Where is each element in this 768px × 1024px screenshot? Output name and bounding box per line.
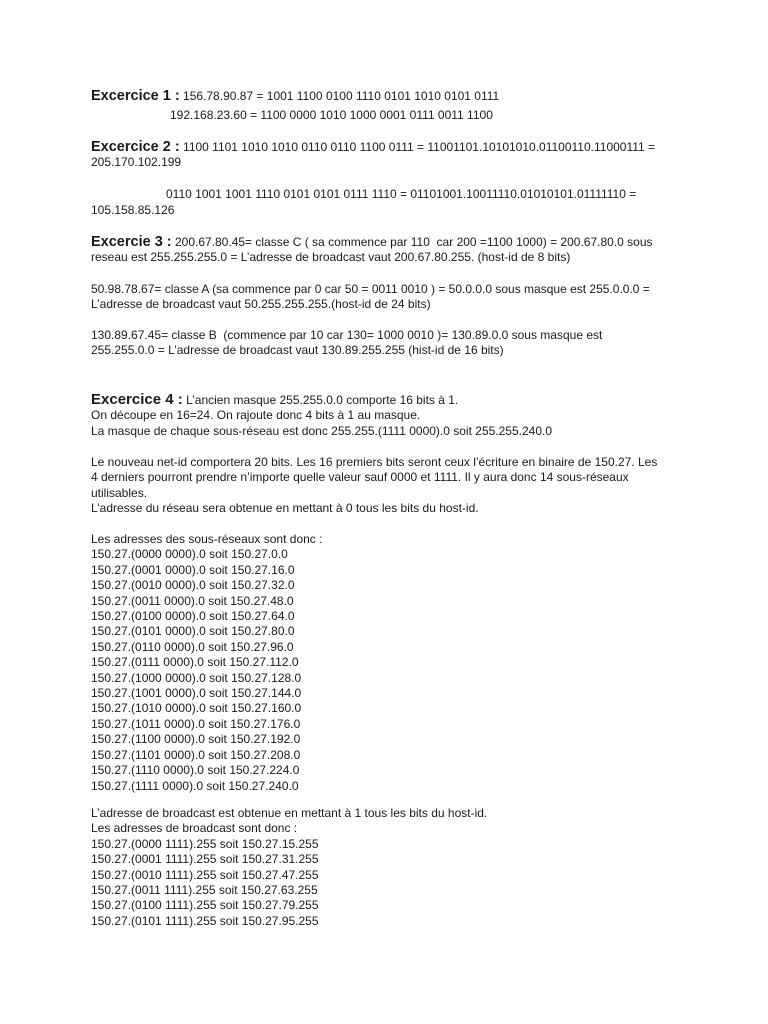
list-item: 150.27.(1110 0000).0 soit 150.27.224.0 bbox=[91, 763, 300, 778]
exercise-3-p3-line-2: 255.255.0.0 = L’adresse de broadcast vaut 130.89.255.255 (hist-id de 16 bits) bbox=[91, 343, 504, 358]
exercise-2-line-2: 205.170.102.199 bbox=[91, 155, 182, 170]
exercise-1 bbox=[91, 89, 691, 104]
list-item: 150.27.(0100 1111).255 soit 150.27.79.255 bbox=[91, 898, 319, 913]
exercise-3-paragraph-3 bbox=[91, 328, 691, 359]
exercise-3-p2-line-2: L’adresse de broadcast vaut 50.255.255.255.(host-id de 24 bits) bbox=[91, 297, 431, 312]
exercise-2-line-4-block bbox=[91, 203, 691, 218]
exercise-4-line-3: La masque de chaque sous-réseau est donc 255.255.(1111 0000).0 soit 255.255.240.0 bbox=[91, 423, 553, 438]
exercise-3 bbox=[91, 235, 691, 266]
exercise-4-p2-line-3: utilisables. bbox=[91, 485, 148, 500]
exercise-1-heading: Excercice 1 : bbox=[91, 88, 180, 104]
list-item: 150.27.(0000 0000).0 soit 150.27.0.0 bbox=[91, 547, 288, 562]
list-item: 150.27.(0111 0000).0 soit 150.27.112.0 bbox=[91, 655, 299, 670]
exercise-1-line-1: 156.78.90.87 = 1001 1100 0100 1110 0101 1010 0101 0111 bbox=[183, 89, 500, 103]
exercise-3-paragraph-2 bbox=[91, 282, 691, 313]
exercise-2-line-3: 0110 1001 1001 1110 0101 0101 0111 1110 = 01101001.10011110.01010101.01111110 = bbox=[166, 187, 637, 201]
list-item: 150.27.(0101 1111).255 soit 150.27.95.255 bbox=[91, 913, 319, 928]
exercise-4-heading: Excercice 4 : bbox=[91, 391, 183, 408]
list-item: 150.27.(0010 0000).0 soit 150.27.32.0 bbox=[91, 578, 295, 593]
list-item: 150.27.(0011 1111).255 soit 150.27.63.255 bbox=[91, 883, 318, 898]
exercise-2 bbox=[91, 140, 691, 171]
list-item: 150.27.(1001 0000).0 soit 150.27.144.0 bbox=[91, 686, 302, 701]
list-item: 150.27.(0001 0000).0 soit 150.27.16.0 bbox=[91, 562, 295, 577]
list-item: 150.27.(0011 0000).0 soit 150.27.48.0 bbox=[91, 593, 294, 608]
broadcast-intro-line-2: Les adresses de broadcast sont donc : bbox=[91, 821, 298, 836]
exercise-2-heading: Excercice 2 : bbox=[91, 139, 180, 155]
list-item: 150.27.(1100 0000).0 soit 150.27.192.0 bbox=[91, 732, 301, 747]
exercise-3-p3-line-1: 130.89.67.45= classe B (commence par 10 car 130= 1000 0010 )= 130.89.0.0 sous masque est bbox=[91, 328, 603, 342]
list-item: 150.27.(0010 1111).255 soit 150.27.47.255 bbox=[91, 867, 319, 882]
list-item: 150.27.(0110 0000).0 soit 150.27.96.0 bbox=[91, 639, 294, 654]
exercise-3-p1-line-2: reseau est 255.255.255.0 = L’adresse de broadcast vaut 200.67.80.255. (host-id de 8 bits) bbox=[91, 250, 571, 265]
exercise-3-heading: Excercie 3 : bbox=[91, 234, 172, 250]
subnet-list bbox=[91, 532, 691, 794]
exercise-2-line-4: 105.158.85.126 bbox=[91, 203, 175, 217]
exercise-4-p2-line-1: Le nouveau net-id comportera 20 bits. Les 16 premiers bits seront ceux l’écriture en binaire de 150.27. Les bbox=[91, 455, 658, 469]
exercise-4-paragraph-2 bbox=[91, 455, 691, 517]
list-item: 150.27.(0001 1111).255 soit 150.27.31.255 bbox=[91, 852, 319, 867]
exercise-3-p1-line-1: 200.67.80.45= classe C ( sa commence par 110 car 200 =1100 1000) = 200.67.80.0 sous bbox=[174, 235, 653, 249]
exercise-3-p2-line-1: 50.98.78.67= classe A (sa commence par 0 car 50 = 0011 0010 ) = 50.0.0.0 sous masque est 255.0.0.0 = bbox=[91, 282, 650, 296]
exercise-4-p2-line-4: L’adresse du réseau sera obtenue en mettant à 0 tous les bits du host-id. bbox=[91, 501, 479, 516]
list-item: 150.27.(0100 0000).0 soit 150.27.64.0 bbox=[91, 609, 295, 624]
broadcast-intro-line-1: L’adresse de broadcast est obtenue en mettant à 1 tous les bits du host-id. bbox=[91, 806, 488, 820]
broadcast-list bbox=[91, 806, 691, 929]
exercise-1-line-2: 192.168.23.60 = 1100 0000 1010 1000 0001 0111 0011 1100 bbox=[170, 108, 493, 122]
exercise-4-line-2: On découpe en 16=24. On rajoute donc 4 bits à 1 au masque. bbox=[91, 408, 421, 423]
subnet-list-intro: Les adresses des sous-réseaux sont donc : bbox=[91, 532, 323, 546]
exercise-4 bbox=[91, 392, 691, 439]
exercise-4-line-1: L’ancien masque 255.255.0.0 comporte 16 bits à 1. bbox=[186, 393, 459, 407]
list-item: 150.27.(1000 0000).0 soit 150.27.128.0 bbox=[91, 670, 302, 685]
list-item: 150.27.(0101 0000).0 soit 150.27.80.0 bbox=[91, 624, 295, 639]
list-item: 150.27.(1010 0000).0 soit 150.27.160.0 bbox=[91, 701, 302, 716]
exercise-2-line-3-block bbox=[166, 187, 766, 202]
exercise-4-p2-line-2: 4 derniers pourront prendre n’importe quelle valeur sauf 0000 et 1111. Il y aura donc 14 sous-réseaux bbox=[91, 470, 629, 485]
exercise-1-line-2-block bbox=[170, 108, 768, 123]
list-item: 150.27.(0000 1111).255 soit 150.27.15.255 bbox=[91, 836, 319, 851]
list-item: 150.27.(1111 0000).0 soit 150.27.240.0 bbox=[91, 778, 299, 793]
exercise-2-line-1: 1100 1101 1010 1010 0110 0110 1100 0111 = 11001101.10101010.01100110.11000111 = bbox=[183, 140, 656, 154]
list-item: 150.27.(1101 0000).0 soit 150.27.208.0 bbox=[91, 747, 301, 762]
list-item: 150.27.(1011 0000).0 soit 150.27.176.0 bbox=[91, 716, 301, 731]
